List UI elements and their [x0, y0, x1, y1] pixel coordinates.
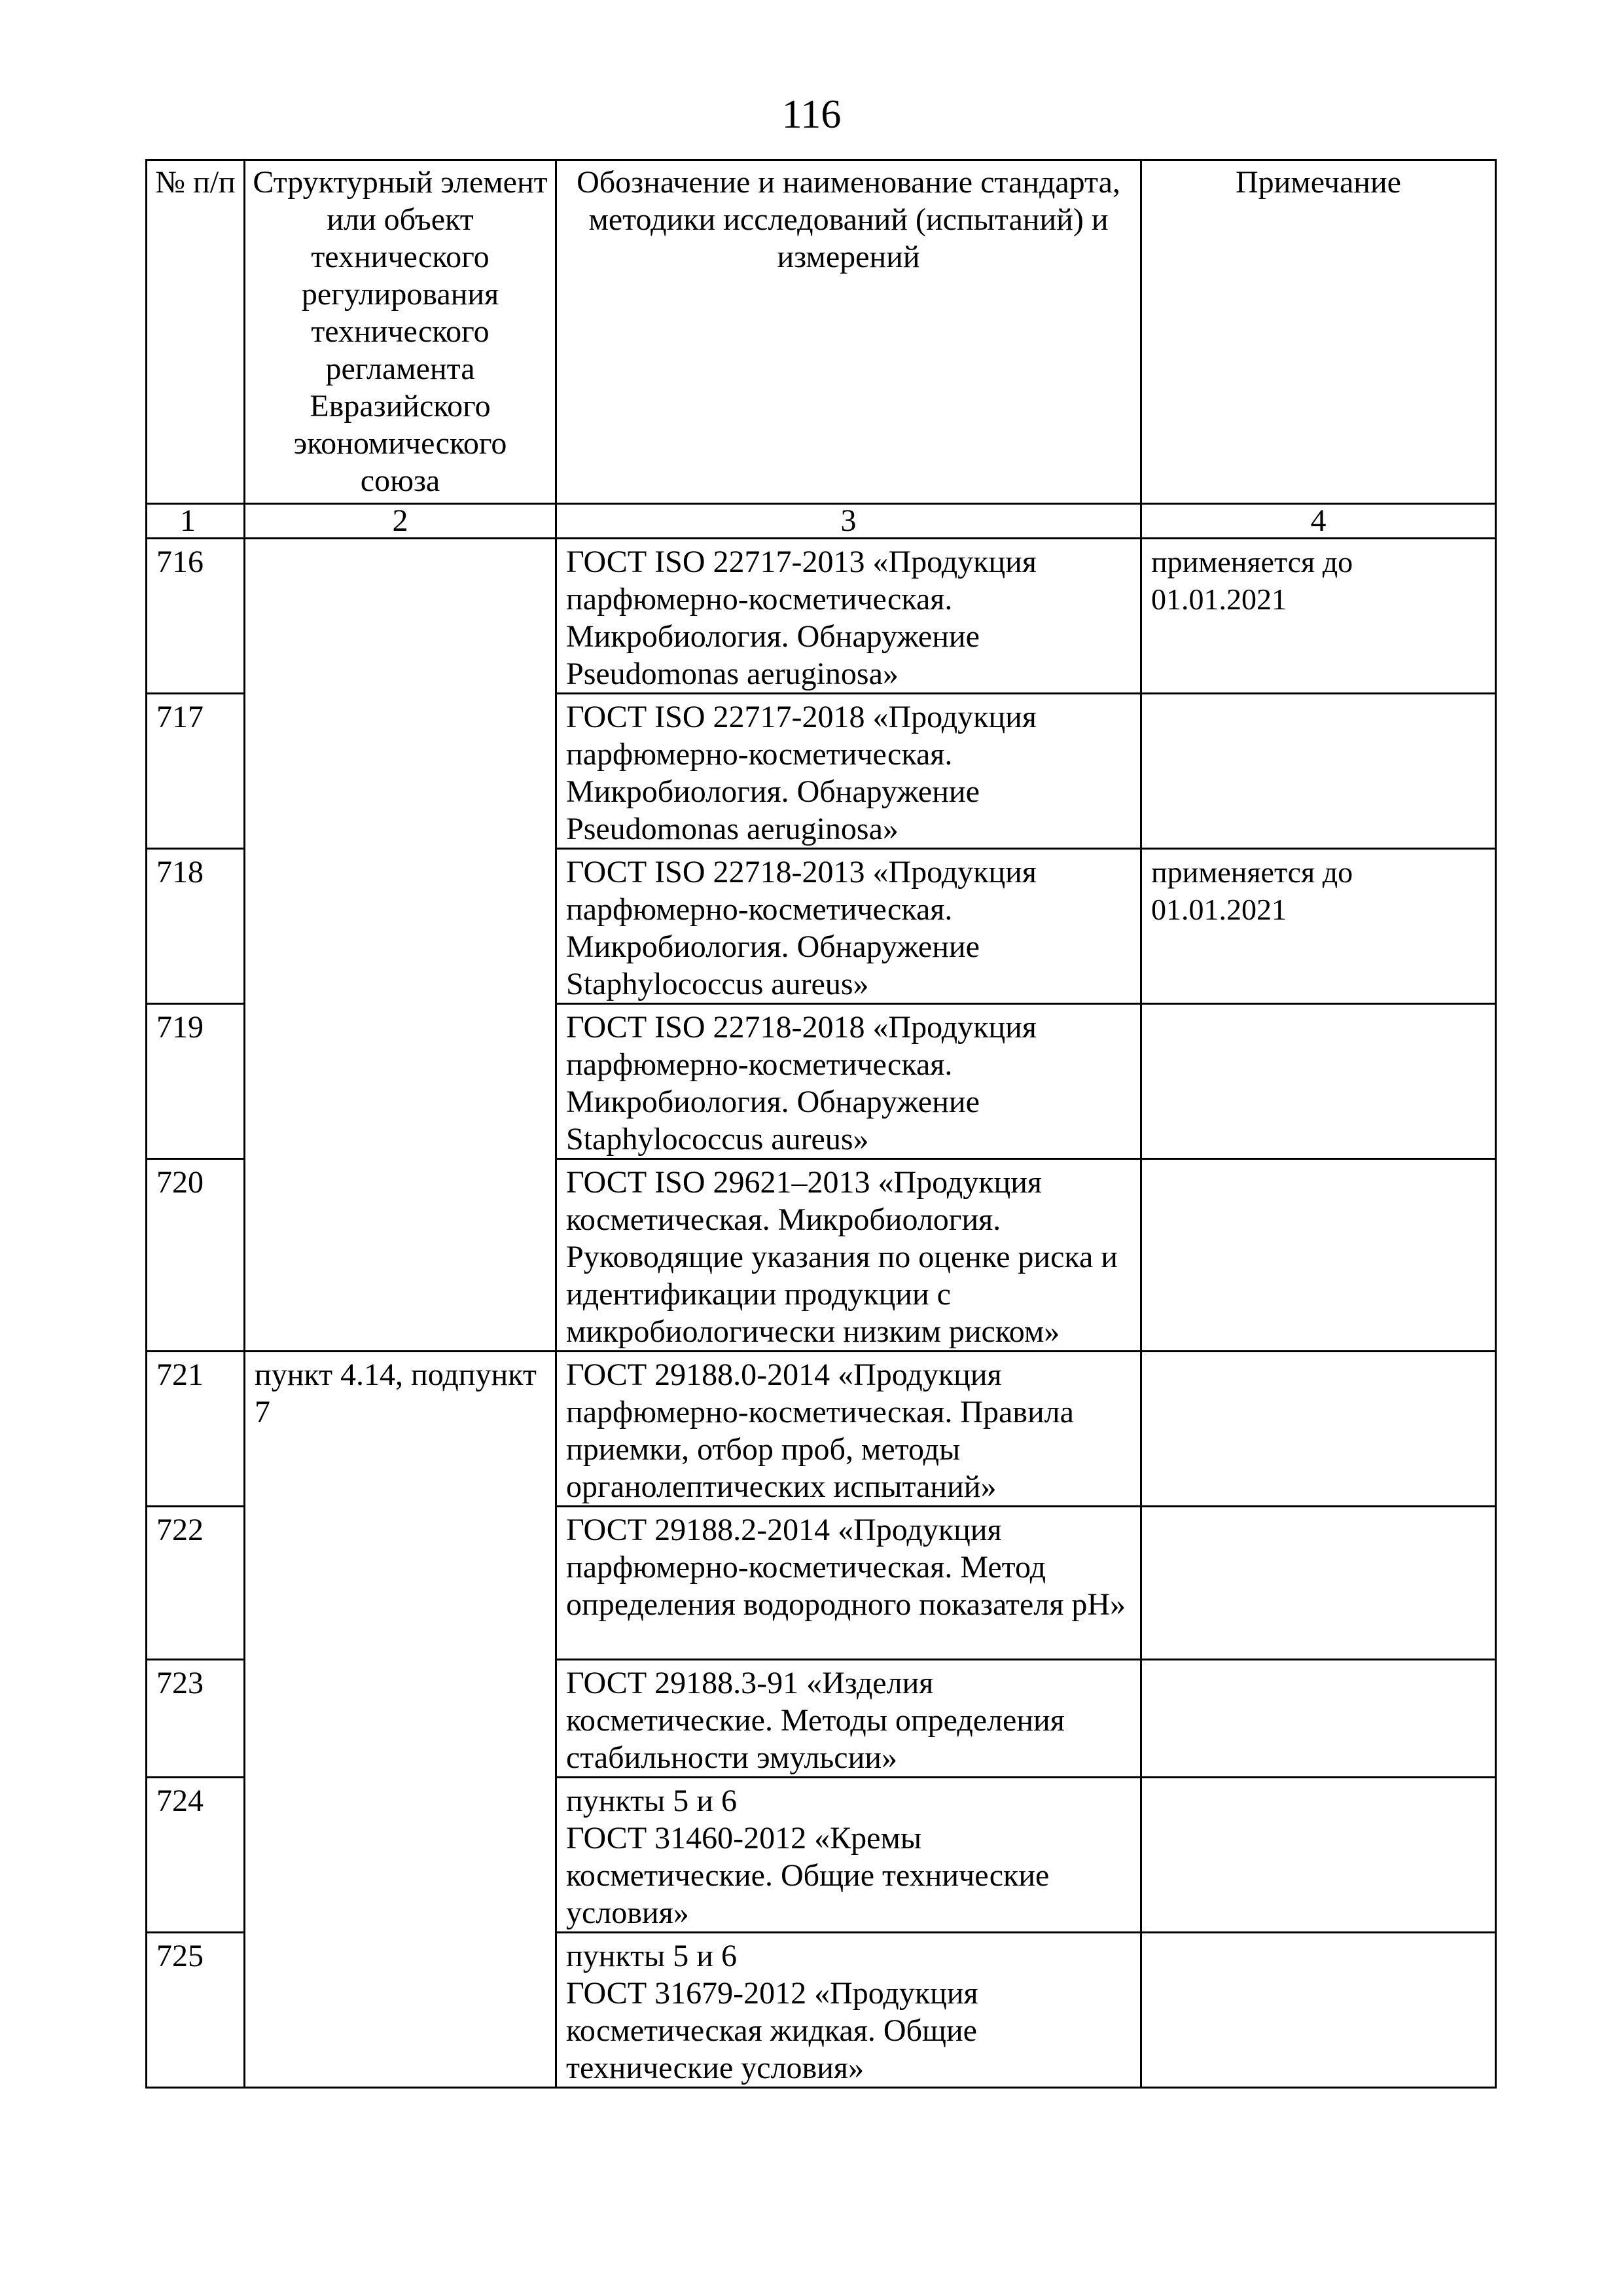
column-number: 2 [245, 504, 556, 539]
row-number: 723 [147, 1660, 245, 1778]
page-number: 116 [781, 92, 842, 137]
standard-cell: ГОСТ ISO 22717-2013 «Продукция парфюмерно-косметическая. Микробиология. Обнаружение Pseudomonas aeruginosa» [556, 539, 1141, 694]
table-header-row [147, 160, 1496, 504]
note-cell [1141, 1352, 1496, 1507]
standard-cell: ГОСТ ISO 22718-2018 «Продукция парфюмерно-косметическая. Микробиология. Обнаружение Staphylococcus aureus» [556, 1004, 1141, 1159]
row-number: 724 [147, 1778, 245, 1933]
header-structural-element: Структурный элемент или объект технического регулирования технического регламента Евразийского экономического союза [245, 160, 556, 504]
row-number: 718 [147, 849, 245, 1004]
row-number: 719 [147, 1004, 245, 1159]
header-note: Примечание [1141, 160, 1496, 504]
row-number: 717 [147, 694, 245, 849]
standard-cell: ГОСТ 29188.0-2014 «Продукция парфюмерно-косметическая. Правила приемки, отбор проб, методы органолептических испытаний» [556, 1352, 1141, 1507]
column-number: 1 [147, 504, 245, 539]
table-row [147, 1352, 1496, 1507]
structural-element-cell [245, 539, 556, 1352]
column-numbers-row [147, 504, 1496, 539]
note-cell [1141, 1507, 1496, 1660]
row-number: 716 [147, 539, 245, 694]
standard-title: ГОСТ 31679-2012 «Продукция косметическая жидкая. Общие технические условия» [566, 1976, 978, 2085]
standard-clause: пункты 5 и 6 [566, 1939, 737, 1973]
note-cell: применяется до 01.01.2021 [1141, 539, 1496, 694]
standard-clause: пункты 5 и 6 [566, 1784, 737, 1818]
note-cell [1141, 1660, 1496, 1778]
row-number: 720 [147, 1159, 245, 1352]
note-cell [1141, 1004, 1496, 1159]
table-row [147, 539, 1496, 694]
standard-cell: ГОСТ ISO 22718-2013 «Продукция парфюмерно-косметическая. Микробиология. Обнаружение Staphylococcus aureus» [556, 849, 1141, 1004]
standard-cell: ГОСТ ISO 29621–2013 «Продукция косметическая. Микробиология. Руководящие указания по оценке риска и идентификации продукции с микробиологически низким риском» [556, 1159, 1141, 1352]
row-number: 722 [147, 1507, 245, 1660]
note-cell [1141, 1933, 1496, 2088]
column-number: 4 [1141, 504, 1496, 539]
row-number: 725 [147, 1933, 245, 2088]
standard-cell [556, 1778, 1141, 1933]
header-standard: Обозначение и наименование стандарта, методики исследований (испытаний) и измерений [556, 160, 1141, 504]
standard-cell: ГОСТ ISO 22717-2018 «Продукция парфюмерно-косметическая. Микробиология. Обнаружение Pseudomonas aeruginosa» [556, 694, 1141, 849]
note-cell [1141, 694, 1496, 849]
header-number: № п/п [147, 160, 245, 504]
note-cell [1141, 1778, 1496, 1933]
standard-title: ГОСТ 31460-2012 «Кремы косметические. Общие технические условия» [566, 1821, 1050, 1930]
row-number: 721 [147, 1352, 245, 1507]
standard-cell: ГОСТ 29188.3-91 «Изделия косметические. Методы определения стабильности эмульсии» [556, 1660, 1141, 1778]
standards-table [145, 159, 1497, 2089]
standard-cell: ГОСТ 29188.2-2014 «Продукция парфюмерно-косметическая. Метод определения водородного показателя pH» [556, 1507, 1141, 1660]
note-cell [1141, 1159, 1496, 1352]
standard-cell [556, 1933, 1141, 2088]
structural-element-cell: пункт 4.14, подпункт 7 [245, 1352, 556, 2088]
column-number: 3 [556, 504, 1141, 539]
note-cell: применяется до 01.01.2021 [1141, 849, 1496, 1004]
